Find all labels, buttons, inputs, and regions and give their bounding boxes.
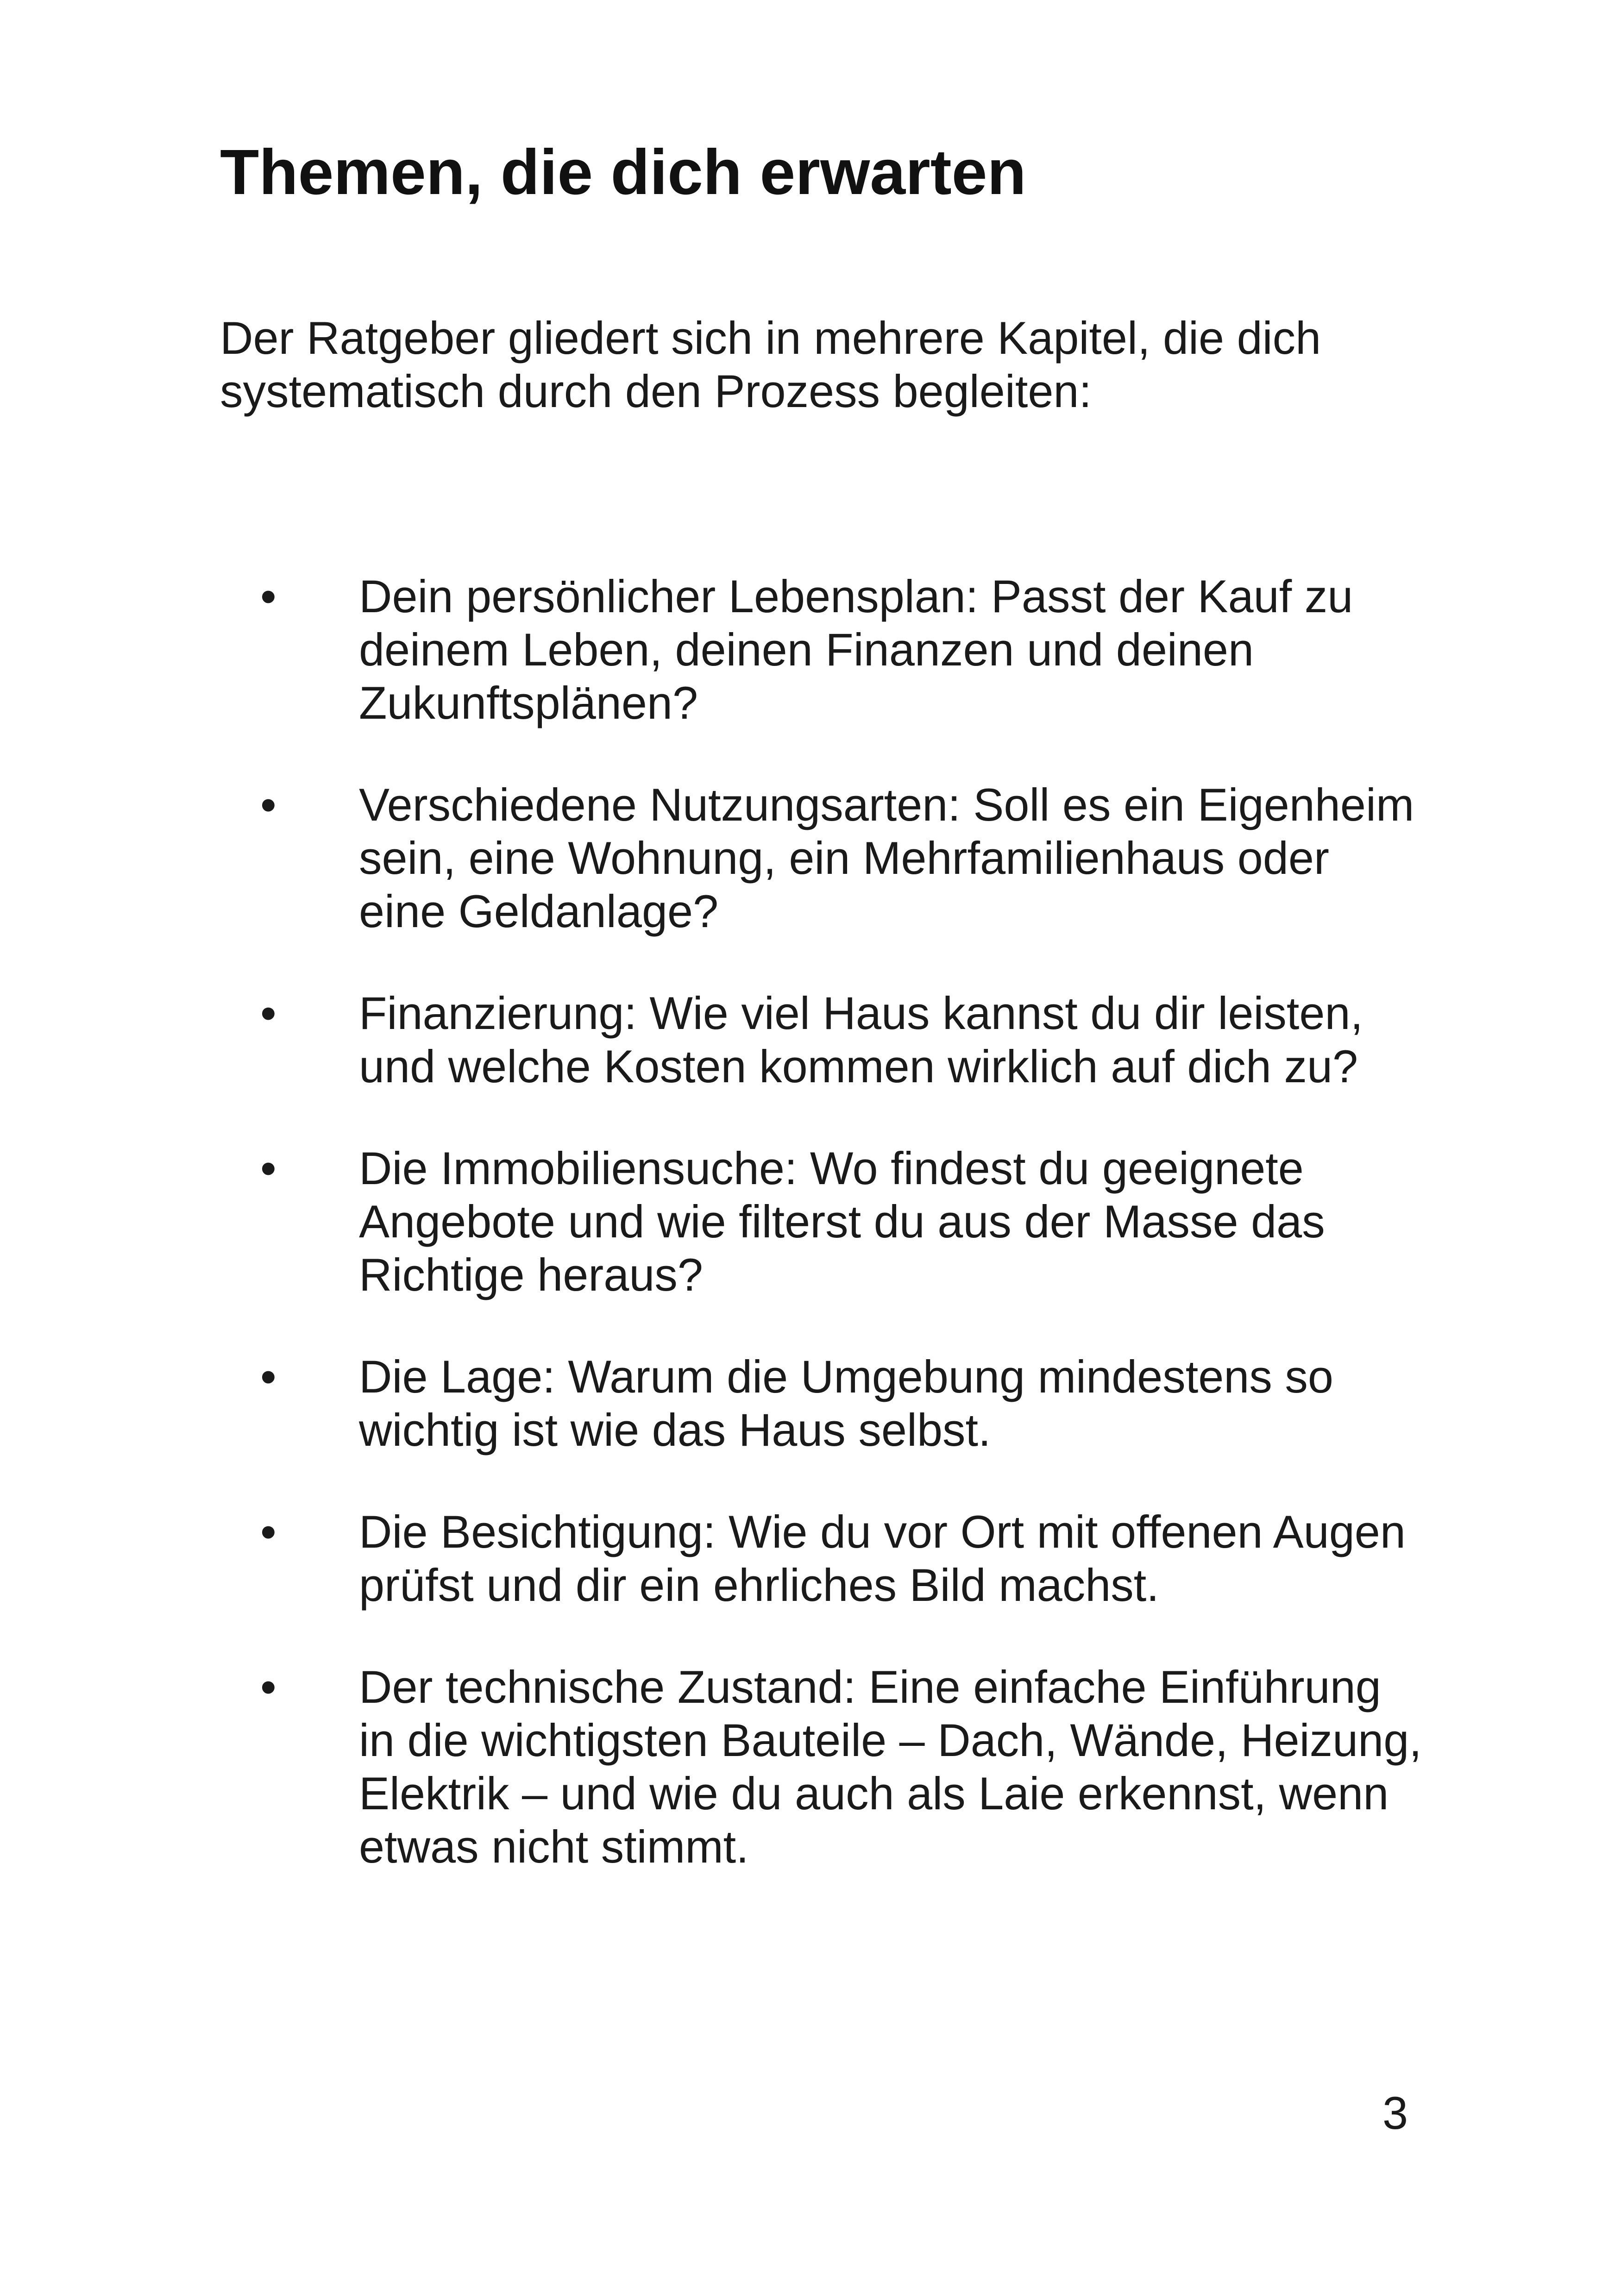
topic-text: Die Besichtigung: Wie du vor Ort mit offenen Augen prüfst und dir ein ehrliches Bild machst.: [359, 1506, 1406, 1611]
bullet-icon: •: [260, 1661, 276, 1713]
bullet-icon: •: [260, 1506, 276, 1557]
bullet-icon: •: [260, 571, 276, 622]
list-item: [0, 1660, 1621, 1873]
list-item: [0, 986, 1621, 1093]
page-title: Themen, die dich erwarten: [220, 137, 1026, 208]
bullet-icon: •: [260, 1142, 276, 1194]
list-item: [0, 1505, 1621, 1612]
topic-text: Die Lage: Warum die Umgebung mindestens so wichtig ist wie das Haus selbst.: [359, 1351, 1333, 1455]
topic-text: Der technische Zustand: Eine einfache Einführung in die wichtigsten Bauteile – Dach, Wände, Heizung, Elektrik – und wie du auch als Laie erkennst, wenn etwas nicht stimmt.: [359, 1661, 1422, 1872]
bullet-icon: •: [260, 987, 276, 1039]
list-item: [0, 778, 1621, 938]
bullet-icon: •: [260, 779, 276, 830]
bullet-icon: •: [260, 1351, 276, 1402]
topic-text: Dein persönlicher Lebensplan: Passt der Kauf zu deinem Leben, deinen Finanzen und deinen Zukunftsplänen?: [359, 571, 1353, 728]
topic-text: Finanzierung: Wie viel Haus kannst du dir leisten, und welche Kosten kommen wirklich auf dich zu?: [359, 987, 1363, 1092]
list-item: [0, 1350, 1621, 1456]
list-item: [0, 1142, 1621, 1301]
topic-text: Verschiedene Nutzungsarten: Soll es ein Eigenheim sein, eine Wohnung, ein Mehrfamilienhaus oder eine Geldanlage?: [359, 779, 1414, 937]
topic-text: Die Immobiliensuche: Wo findest du geeignete Angebote und wie filterst du aus der Masse das Richtige heraus?: [359, 1142, 1325, 1300]
page-number: 3: [1382, 2087, 1408, 2139]
list-item: [0, 570, 1621, 729]
intro-paragraph: Der Ratgeber gliedert sich in mehrere Kapitel, die dich systematisch durch den Prozess begleiten:: [220, 312, 1321, 417]
topics-list: [0, 570, 1621, 1922]
